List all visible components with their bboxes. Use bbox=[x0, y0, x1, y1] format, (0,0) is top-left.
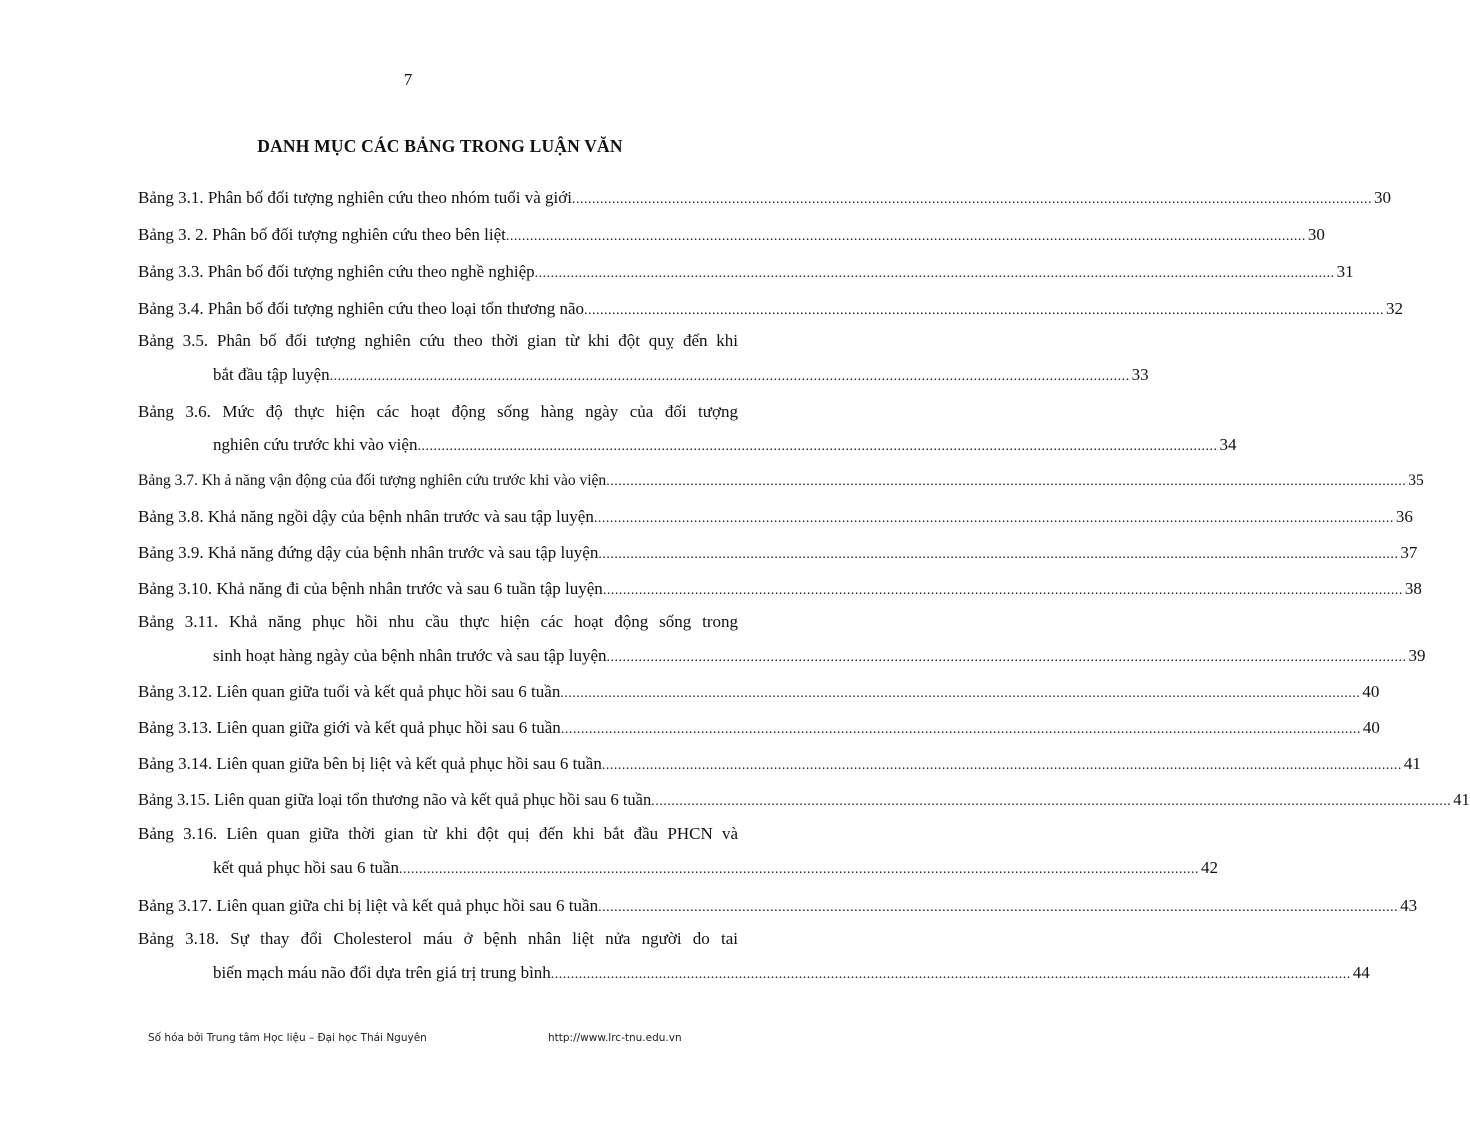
dot-leader: ........................................................................................................................................................................................................ bbox=[417, 439, 1218, 454]
dot-leader: ........................................................................................................................................................................................................ bbox=[593, 511, 1394, 526]
entry-page-number: 37 bbox=[1400, 543, 1418, 562]
dot-leader: ........................................................................................................................................................................................................ bbox=[505, 229, 1306, 244]
entry-title: Bảng 3. 2. Phân bố đối tượng nghiên cứu theo bên liệt bbox=[138, 225, 506, 244]
entry-page-number: 35 bbox=[1408, 472, 1424, 489]
entry-title: Bảng 3.11. Khả năng phục hồi nhu cầu thực hiện các hoạt động sống trong bbox=[138, 612, 738, 631]
entry-page-number: 40 bbox=[1362, 718, 1380, 737]
entry-page-number: 32 bbox=[1386, 299, 1404, 318]
entry-page-number: 33 bbox=[1131, 365, 1149, 384]
dot-leader: ........................................................................................................................................................................................................ bbox=[601, 758, 1402, 773]
entry-title: Bảng 3.1. Phân bố đối tượng nghiên cứu theo nhóm tuổi và giới bbox=[138, 188, 572, 207]
entry-page-number: 36 bbox=[1395, 507, 1413, 526]
dot-leader: ........................................................................................................................................................................................................ bbox=[598, 547, 1399, 562]
dot-leader: ........................................................................................................................................................................................................ bbox=[571, 192, 1372, 207]
page-number: 7 bbox=[403, 70, 413, 89]
dot-leader: ........................................................................................................................................................................................................ bbox=[399, 862, 1200, 877]
entry-title: Bảng 3.14. Liên quan giữa bên bị liệt và kết quả phục hồi sau 6 tuần bbox=[138, 754, 602, 773]
entry-page-number: 31 bbox=[1336, 262, 1354, 281]
dot-leader: ........................................................................................................................................................................................................ bbox=[598, 900, 1399, 915]
entry-title: Bảng 3.6. Mức độ thực hiện các hoạt động sống hàng ngày của đối tượng bbox=[138, 402, 738, 421]
dot-leader: ........................................................................................................................................................................................................ bbox=[329, 369, 1130, 384]
entry-page-number: 38 bbox=[1404, 579, 1422, 598]
dot-leader: ........................................................................................................................................................................................................ bbox=[606, 474, 1407, 489]
entry-title: Bảng 3.8. Khả năng ngồi dậy của bệnh nhân trước và sau tập luyện bbox=[138, 507, 594, 526]
entry-title: Bảng 3.9. Khả năng đứng dậy của bệnh nhân trước và sau tập luyện bbox=[138, 543, 599, 562]
footer-credit: Số hóa bởi Trung tâm Học liệu – Đại học Thái Nguyên bbox=[148, 1032, 427, 1044]
entry-page-number: 43 bbox=[1400, 896, 1418, 915]
entry-title: Bảng 3.4. Phân bố đối tượng nghiên cứu theo loại tổn thương não bbox=[138, 299, 585, 318]
entry-page-number: 34 bbox=[1219, 435, 1237, 454]
entry-title: Bảng 3.10. Khả năng đi của bệnh nhân trước và sau 6 tuần tập luyện bbox=[138, 579, 603, 598]
dot-leader: ........................................................................................................................................................................................................ bbox=[560, 686, 1361, 701]
entry-title-continued: nghiên cứu trước khi vào viện bbox=[213, 435, 418, 454]
entry-title-continued: sinh hoạt hàng ngày của bệnh nhân trước và sau tập luyện bbox=[213, 646, 607, 665]
entry-page-number: 41 bbox=[1453, 790, 1470, 809]
dot-leader: ........................................................................................................................................................................................................ bbox=[584, 303, 1385, 318]
entry-title: Bảng 3.5. Phân bố đối tượng nghiên cứu theo thời gian từ khi đột quỵ đến khi bbox=[138, 331, 738, 350]
entry-page-number: 44 bbox=[1352, 963, 1370, 982]
entry-page-number: 30 bbox=[1307, 225, 1325, 244]
dot-leader: ........................................................................................................................................................................................................ bbox=[606, 650, 1407, 665]
entry-title: Bảng 3.12. Liên quan giữa tuổi và kết quả phục hồi sau 6 tuần bbox=[138, 682, 561, 701]
dot-leader: ........................................................................................................................................................................................................ bbox=[602, 583, 1403, 598]
entry-title: Bảng 3.13. Liên quan giữa giới và kết quả phục hồi sau 6 tuần bbox=[138, 718, 561, 737]
dot-leader: ........................................................................................................................................................................................................ bbox=[560, 722, 1361, 737]
entry-title: Bảng 3.15. Liên quan giữa loại tổn thương não và kết quả phục hồi sau 6 tuần bbox=[138, 790, 652, 809]
entry-page-number: 41 bbox=[1403, 754, 1421, 773]
entry-title: Bảng 3.7. Kh ả năng vận động của đối tượng nghiên cứu trước khi vào viện bbox=[138, 472, 607, 489]
page-title: DANH MỤC CÁC BẢNG TRONG LUẬN VĂN bbox=[257, 136, 623, 156]
entry-title-continued: bắt đầu tập luyện bbox=[213, 365, 330, 384]
dot-leader: ........................................................................................................................................................................................................ bbox=[534, 266, 1335, 281]
entry-title: Bảng 3.17. Liên quan giữa chi bị liệt và kết quả phục hồi sau 6 tuần bbox=[138, 896, 599, 915]
dot-leader: ........................................................................................................................................................................................................ bbox=[550, 967, 1351, 982]
entry-page-number: 39 bbox=[1408, 646, 1426, 665]
entry-title: Bảng 3.16. Liên quan giữa thời gian từ khi đột quị đến khi bắt đầu PHCN và bbox=[138, 824, 738, 843]
entry-title: Bảng 3.18. Sự thay đổi Cholesterol máu ở bệnh nhân liệt nửa người do tai bbox=[138, 929, 738, 948]
entry-title: Bảng 3.3. Phân bố đối tượng nghiên cứu theo nghề nghiệp bbox=[138, 262, 535, 281]
entry-title-continued: biến mạch máu não đổi dựa trên giá trị trung bình bbox=[213, 963, 551, 982]
entry-title-continued: kết quả phục hồi sau 6 tuần bbox=[213, 858, 400, 877]
dot-leader: ........................................................................................................................................................................................................ bbox=[651, 794, 1452, 809]
entry-page-number: 40 bbox=[1362, 682, 1380, 701]
footer-url-link[interactable]: http://www.lrc-tnu.edu.vn bbox=[548, 1032, 682, 1044]
entry-page-number: 42 bbox=[1201, 858, 1219, 877]
entry-page-number: 30 bbox=[1373, 188, 1391, 207]
